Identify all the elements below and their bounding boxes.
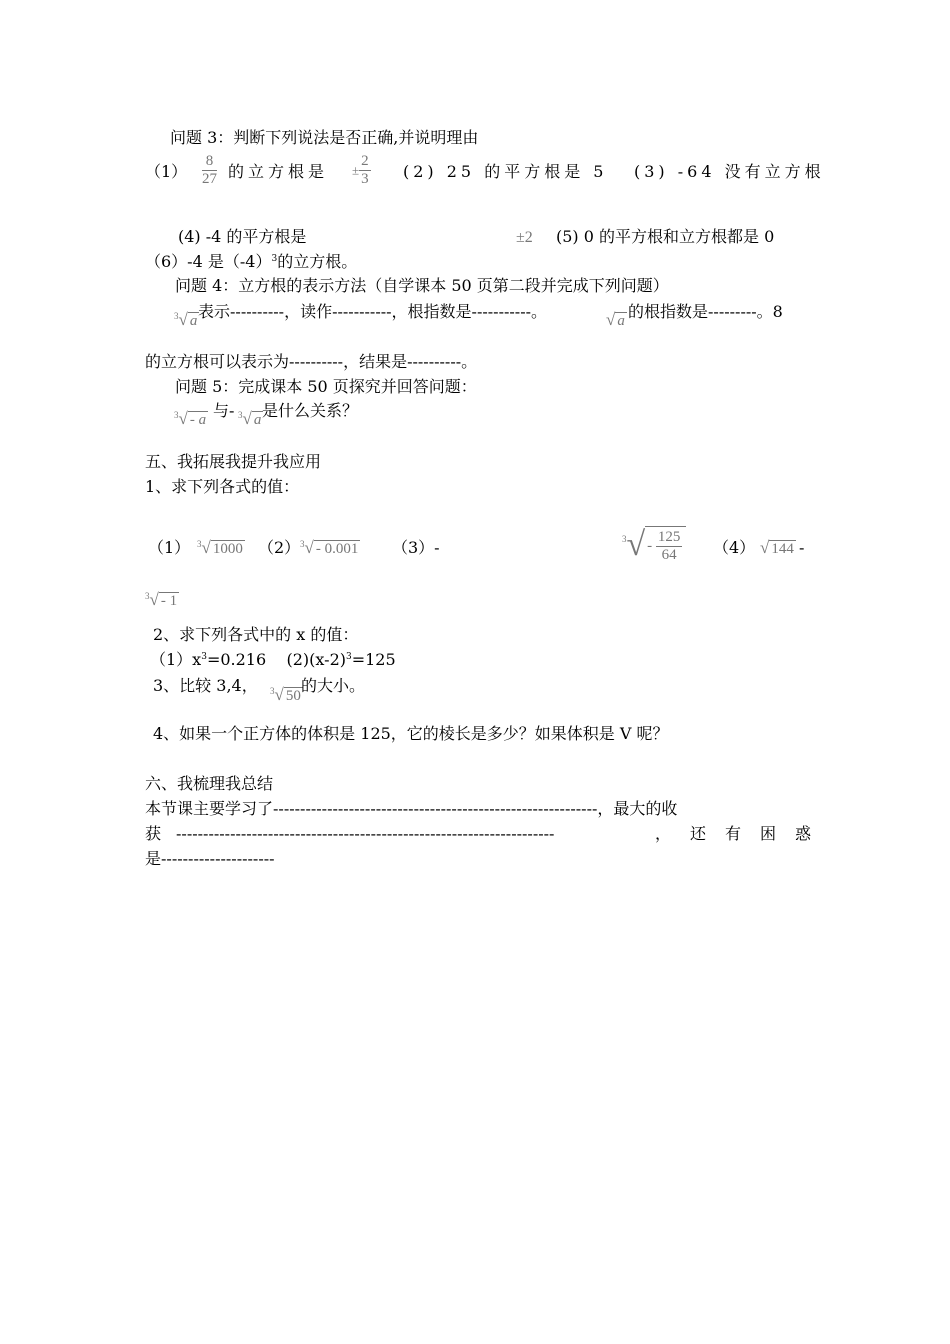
sec5-p3-b: 的大小。 [301, 676, 366, 695]
q4-cube-root-a: $^3$√ a [174, 310, 198, 329]
q3-item1-fraction: $\frac{8}{27}$ [202, 153, 217, 187]
q3-item3: (3) -64 没有立方根 [634, 162, 825, 181]
sec5-p2-equations: $(1)x^3=0.216$ $(2)(x-2)^3=125$ [150, 650, 396, 669]
q4-title: 问题 4：立方根的表示方法（自学课本 50 页第二段并完成下列问题） [175, 276, 669, 295]
q5-cube-root-a: $^3$√ a [238, 409, 262, 428]
q5-title: 问题 5：完成课本 50 页探究并回答问题： [175, 377, 477, 396]
q3-item5: (5) 0 的平方根和立方根都是 0 [556, 227, 775, 246]
q5-mid: 与- [213, 401, 235, 420]
sec5-p1-title: 1、求下列各式的值： [145, 477, 300, 496]
q3-item4: (4) -4 的平方根是 [178, 227, 307, 246]
sec5-p1-root2: $^3$√ - 0.001 [300, 538, 359, 557]
sec5-p1-label3: （3）- [392, 538, 440, 557]
q4-line1-a: 表示----------，读作-----------，根指数是-----------。 [198, 302, 548, 321]
q4-line2: 的立方根可以表示为----------，结果是----------。 [145, 352, 478, 371]
q5-end: 是什么关系？ [262, 401, 359, 420]
sec5-p1-label2: （2） [258, 538, 301, 557]
q3-item1-label: （1） [145, 162, 188, 181]
q3-title: 问题 3：判断下列说法是否正确,并说明理由 [170, 128, 479, 147]
sec5-p1-root1: $^3$√ 1000 [197, 538, 243, 557]
q4-square-root-a: √ a [606, 310, 625, 329]
sec5-p1-root4: √ 144 [760, 538, 794, 557]
sec5-p1-label1: （1） [148, 538, 191, 557]
q3-item4-value: ±2 [516, 229, 533, 246]
sec5-p2-title: 2、求下列各式中的 x 的值： [153, 625, 359, 644]
sec5-p3-a: 3、比较 3,4， [153, 676, 258, 695]
sec5-p1-root3: $^3$√ - $\frac{125}{64}$ [622, 526, 686, 564]
sec5-p1-root5: $^3$√ - 1 [145, 590, 178, 609]
q3-item2: (2) 25 的平方根是 5 [403, 162, 608, 181]
sec5-p3-root: $^3$√ 50 [270, 685, 301, 704]
sec6-line2-d: 还有困惑 [690, 824, 831, 843]
sec6-line1: 本节课主要学习了------------------------------------------------------------，最大的收 [145, 799, 678, 818]
sec6-line2-c: ， [655, 824, 672, 843]
sec5-heading: 五、我拓展我提升我应用 [145, 452, 322, 471]
q5-cube-root-neg-a: $^3$√ - a [174, 409, 207, 428]
sec6-heading: 六、我梳理我总结 [145, 774, 274, 793]
q3-item6: （6）-4 是$(-4)^3$的立方根。 [145, 252, 358, 271]
sec6-line2-a: 获 [145, 824, 162, 843]
sec6-line2-b: ---------------------------------------------------------------------- [176, 824, 555, 843]
sec5-p1-tail: - [799, 538, 805, 557]
q3-item1-text: 的立方根是 [228, 162, 329, 181]
sec6-line3: 是--------------------- [145, 849, 275, 868]
sec5-p4: 4、如果一个正方体的体积是 125，它的棱长是多少？如果体积是 V 呢？ [153, 724, 669, 743]
sec5-p1-label4: （4） [713, 538, 756, 557]
q3-item1-answer: ± $\frac{2}{3}$ [352, 153, 369, 187]
q4-line1-b: 的根指数是---------。8 [628, 302, 783, 321]
